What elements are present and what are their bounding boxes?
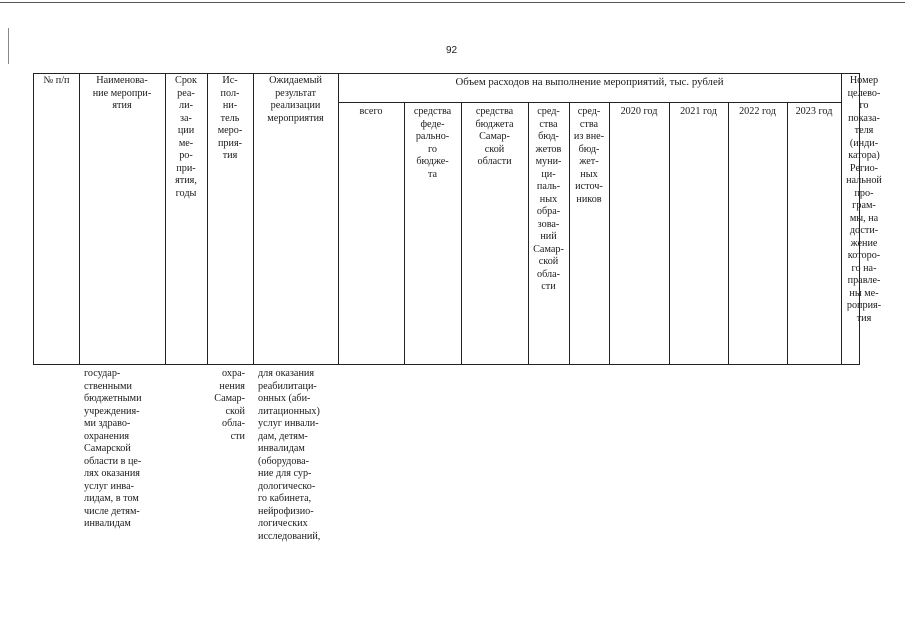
page-top-border bbox=[0, 2, 905, 3]
header-name: Наименова- ние меропри- ятия bbox=[92, 75, 152, 111]
subheader-2020: 2020 год bbox=[620, 106, 658, 117]
subheader-extra: сред- ства из вне- бюд- жет- ных источ- ников bbox=[573, 106, 605, 205]
subheader-regional: средства бюджета Самар- ской области bbox=[475, 106, 514, 167]
header-num: № п/п bbox=[43, 75, 70, 86]
header-expenses: Объем расходов на выполнение мероприятий, тыс. рублей bbox=[455, 76, 724, 88]
col-divider bbox=[787, 103, 788, 364]
subheader-federal: средства феде- рально- го бюдже- та bbox=[413, 106, 452, 180]
body-executor-text: охра- нения Самар- ской обла- сти bbox=[214, 368, 245, 442]
col-divider bbox=[609, 103, 610, 364]
subheader-2022: 2022 год bbox=[739, 106, 776, 117]
subheader-2023: 2023 год bbox=[795, 106, 833, 117]
body-result-text: для оказания реабилитаци- онных (аби- литационных) услуг инвали- дам, детям- инвалидам (оборудова- ние для сур- дологическо- го кабинета, нейрофизио- логических исследований, bbox=[258, 368, 321, 542]
page-number: 92 bbox=[446, 45, 458, 56]
row-divider bbox=[338, 102, 841, 103]
expenses-table-header bbox=[33, 73, 882, 365]
subheader-2021: 2021 год bbox=[680, 106, 717, 117]
col-divider bbox=[79, 74, 80, 364]
subheader-municipal: сред- ства бюд- жетов муни- ци- паль- ных обра- зова- ний Самар- ской обла- сти bbox=[533, 106, 564, 292]
header-term: Срок реа- ли- за- ции ме- ро- при- ятия, годы bbox=[175, 75, 197, 199]
col-divider bbox=[669, 103, 670, 364]
col-divider bbox=[728, 103, 729, 364]
header-indicator: Номер целево- го показа- теля (инди- катора) Регио- нальной про- грам- мы, на дости- жение которо- го на- правле- ны ме- роприя- тия bbox=[846, 75, 882, 324]
header-result: Ожидаемый результат реализации мероприятия bbox=[267, 75, 324, 124]
subheader-total: всего bbox=[359, 106, 383, 117]
body-name-text: государ- ственными бюджетными учреждения- ми здраво- охранения Самарской области в це- лях оказания услуг инва- лидам, в том числе детям- инвалидам bbox=[84, 368, 142, 529]
margin-mark bbox=[8, 28, 9, 64]
header-executor: Ис- пол- ни- тель меро- прия- тия bbox=[217, 75, 243, 161]
